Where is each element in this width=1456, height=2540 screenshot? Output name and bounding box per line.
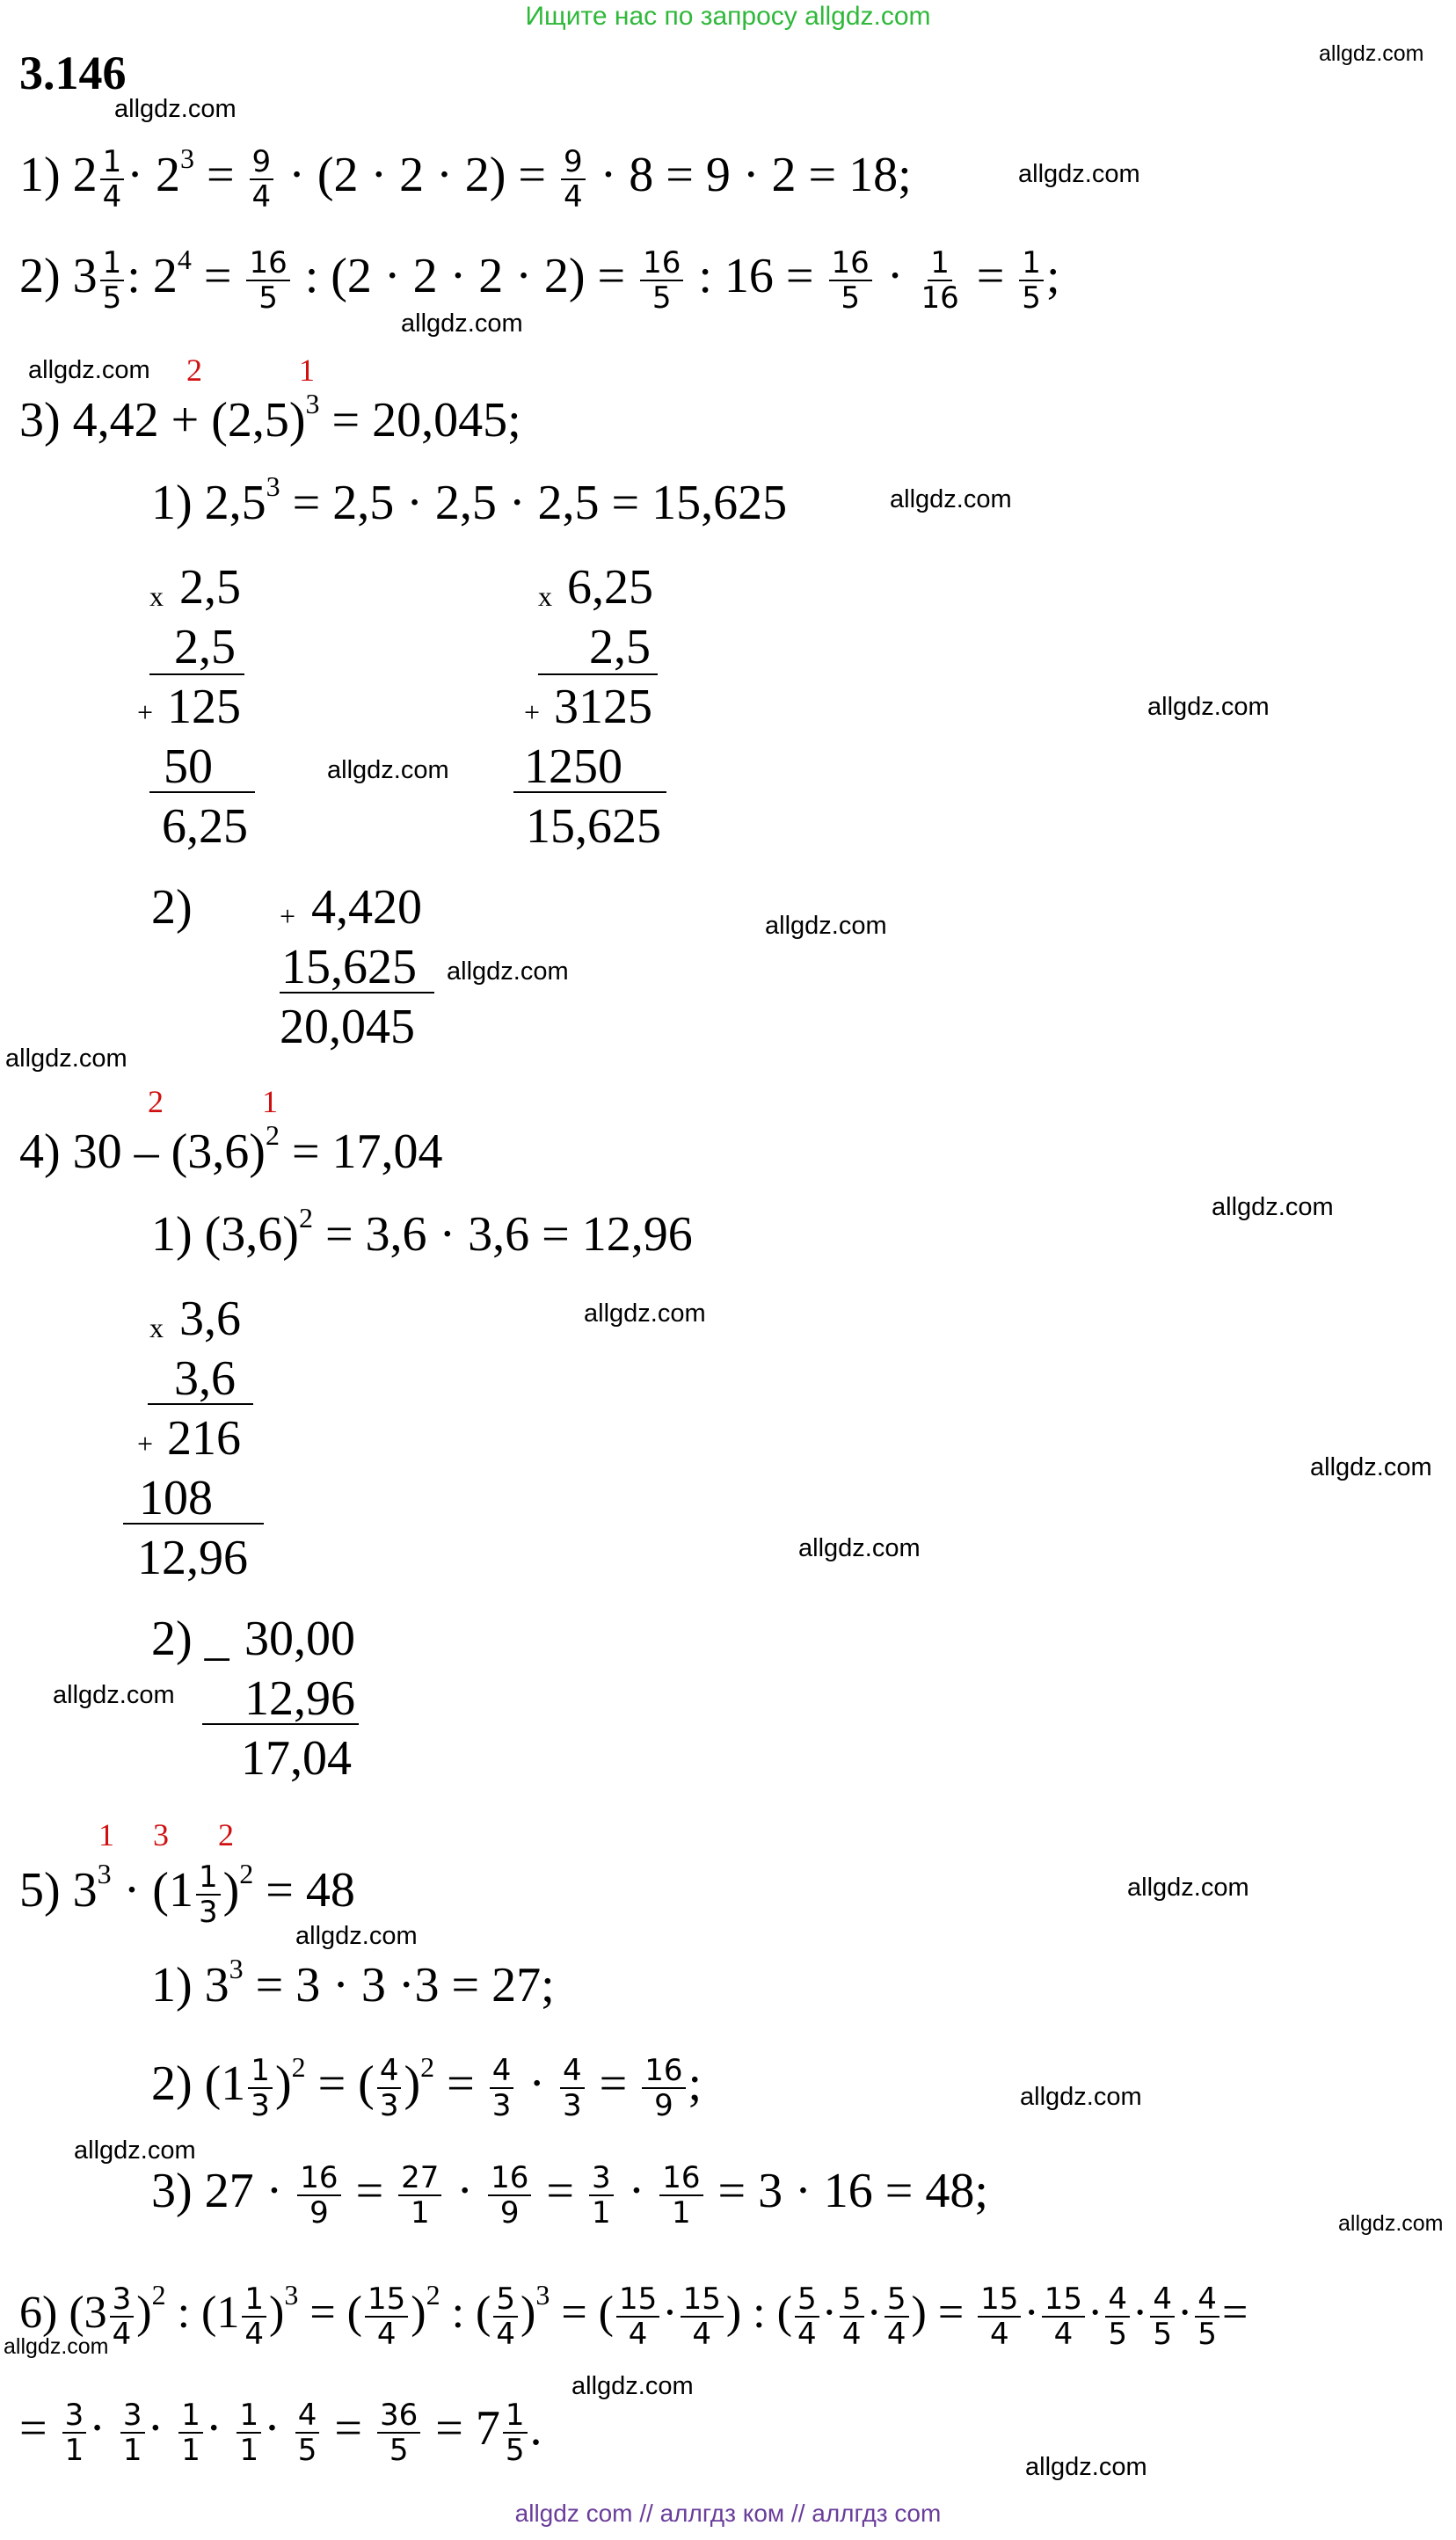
watermark: allgdz.com bbox=[798, 1534, 921, 1562]
order-marker: 2 bbox=[186, 353, 202, 388]
line-1: 1) 2 $\frac{1}{4}$ · $2^3$ = $\frac{9}{4}$ · (2 · 2 · 2) = $\frac{9}{4}$ · 8 = 9 · 2 = 18; bbox=[19, 142, 912, 215]
col-row: 2,5 bbox=[179, 560, 241, 615]
line-3-step-1: 1) $2,5^3 = 2,5 \cdot 2,5 \cdot 2,5 = 15,625$ bbox=[151, 470, 788, 530]
watermark: allgdz.com bbox=[401, 309, 523, 338]
order-marker: 1 bbox=[98, 1817, 114, 1852]
watermark: allgdz.com bbox=[1319, 41, 1424, 66]
col-row: 30,00 bbox=[244, 1612, 355, 1666]
watermark: allgdz.com bbox=[765, 912, 887, 940]
plus-sign: + bbox=[137, 696, 154, 728]
order-marker: 1 bbox=[299, 353, 315, 388]
watermark: allgdz.com bbox=[1127, 1874, 1249, 1902]
watermark: allgdz.com bbox=[1310, 1453, 1432, 1481]
col-row: 15,625 bbox=[281, 940, 417, 994]
col-row: 216 bbox=[167, 1411, 241, 1466]
watermark: allgdz.com bbox=[571, 2372, 694, 2400]
order-marker: 2 bbox=[148, 1084, 164, 1119]
watermark: allgdz.com bbox=[4, 2334, 109, 2359]
col-row: 1250 bbox=[524, 739, 622, 794]
line-5-step-2: 2) (1 $\frac{1}{3}$ )$^2$ = ( $\frac{4}{3}$ )$^2$ = $\frac{4}{3}$ · $\frac{4}{3}$ = $\frac{16}{9}$ ; bbox=[151, 2050, 703, 2124]
multiply-sign: x bbox=[149, 1312, 164, 1343]
footer-links[interactable]: allgdz com // аллгдз ком // аллгдз com bbox=[514, 2500, 942, 2527]
watermark: allgdz.com bbox=[74, 2136, 196, 2165]
watermark: allgdz.com bbox=[53, 1681, 175, 1709]
line-4-step-1: 1) $(3,6)^2 = 3,6 \cdot 3,6 = 12,96$ bbox=[151, 1202, 693, 1262]
col-row: 108 bbox=[139, 1471, 213, 1525]
col-row: 50 bbox=[164, 739, 213, 794]
watermark: allgdz.com bbox=[584, 1299, 706, 1328]
watermark: allgdz.com bbox=[5, 1044, 127, 1073]
line-5-step-3: 3) 27 · $\frac{16}{9}$ = $\frac{27}{1}$ · $\frac{16}{9}$ = $\frac{3}{1}$ · $\frac{16}{1}$ = 3 · 16 = 48; bbox=[151, 2160, 988, 2231]
order-marker: 1 bbox=[262, 1084, 278, 1119]
step-label: 2) bbox=[151, 880, 193, 935]
multiply-sign: x bbox=[538, 580, 552, 612]
col-row: 12,96 bbox=[244, 1671, 355, 1726]
line-6-cont: = $\frac{3}{1}$ · $\frac{3}{1}$ · $\frac{1}{1}$ · $\frac{1}{1}$ · $\frac{4}{5}$ = $\frac{36}{5}$ = 7 $\frac{1}{5}$ . bbox=[19, 2398, 542, 2469]
line-2: 2) 3 $\frac{1}{5}$ : $2^4$ = $\frac{16}{5}$ : (2 · 2 · 2 · 2) = $\frac{16}{5}$ : 16 = $\frac{16}{5}$ · $\frac{1}{16}$ = $\frac{1}{5}$ ; bbox=[19, 243, 1060, 317]
problem-number: 3.146 bbox=[19, 47, 127, 99]
col-row: 2,5 bbox=[174, 620, 236, 674]
col-row: 17,04 bbox=[241, 1731, 352, 1786]
watermark: allgdz.com bbox=[447, 957, 569, 986]
plus-sign: + bbox=[280, 900, 296, 932]
col-row: 3,6 bbox=[174, 1351, 236, 1406]
col-row: 2,5 bbox=[589, 620, 651, 674]
col-row: 3125 bbox=[554, 680, 652, 734]
watermark: allgdz.com bbox=[890, 485, 1012, 513]
watermark: allgdz.com bbox=[1020, 2083, 1142, 2111]
col-row: 4,420 bbox=[311, 880, 422, 935]
watermark: allgdz.com bbox=[1018, 160, 1140, 188]
search-banner[interactable]: Ищите нас по запросу allgdz.com bbox=[525, 2, 931, 31]
watermark: allgdz.com bbox=[1147, 693, 1270, 721]
line-4-main: 4) $30 - (3,6)^2 = 17,04$ bbox=[19, 1119, 443, 1179]
line-5-main: 5) $3^3 \cdot (1$ $\frac{1}{3}$ )$^2$ = 48 bbox=[19, 1857, 355, 1931]
watermark: allgdz.com bbox=[1338, 2211, 1444, 2236]
watermark: allgdz.com bbox=[114, 95, 237, 123]
watermark: allgdz.com bbox=[1212, 1193, 1334, 1221]
line-5-step-1: 1) $3^3 = 3 \cdot 3 \cdot 3 = 27$; bbox=[151, 1953, 555, 2012]
col-row: 6,25 bbox=[162, 799, 248, 854]
col-row: 3,6 bbox=[179, 1292, 241, 1346]
order-marker: 2 bbox=[218, 1817, 234, 1852]
col-row: 12,96 bbox=[137, 1531, 248, 1585]
col-row: 6,25 bbox=[567, 560, 653, 615]
col-row: 15,625 bbox=[526, 799, 661, 854]
col-row: 20,045 bbox=[280, 1000, 415, 1054]
watermark: allgdz.com bbox=[295, 1922, 418, 1950]
plus-sign: + bbox=[137, 1428, 154, 1459]
plus-sign: + bbox=[524, 696, 541, 728]
multiply-sign: x bbox=[149, 580, 164, 612]
order-marker: 3 bbox=[153, 1817, 169, 1852]
watermark: allgdz.com bbox=[28, 356, 150, 384]
line-3-main: 3) $4,42 + (2,5)^3 = 20,045$; bbox=[19, 388, 521, 448]
watermark: allgdz.com bbox=[1025, 2453, 1147, 2481]
line-6: 6) (3 $\frac{3}{4}$ )$^2$ : (1 $\frac{1}{4}$ )$^3$ = ( $\frac{15}{4}$ )$^2$ : ( $\frac{5}{4}$ )$^3$ = ( $\frac{15}{4}$ · $\frac{15}{4}$ ) : ( $\frac{5}{4}$ · $\frac{5}{4}$ · $\frac{5}{4}$ ) = $\frac{15}{4}$ · $\frac{15}{4}$ · $\frac{4}{5}$ · $\frac{4}{5}$ · $\frac{4}{5}$ = bbox=[19, 2279, 1249, 2353]
col-row: 125 bbox=[167, 680, 241, 734]
step-label: 2) _ bbox=[151, 1612, 229, 1666]
watermark: allgdz.com bbox=[327, 756, 449, 784]
